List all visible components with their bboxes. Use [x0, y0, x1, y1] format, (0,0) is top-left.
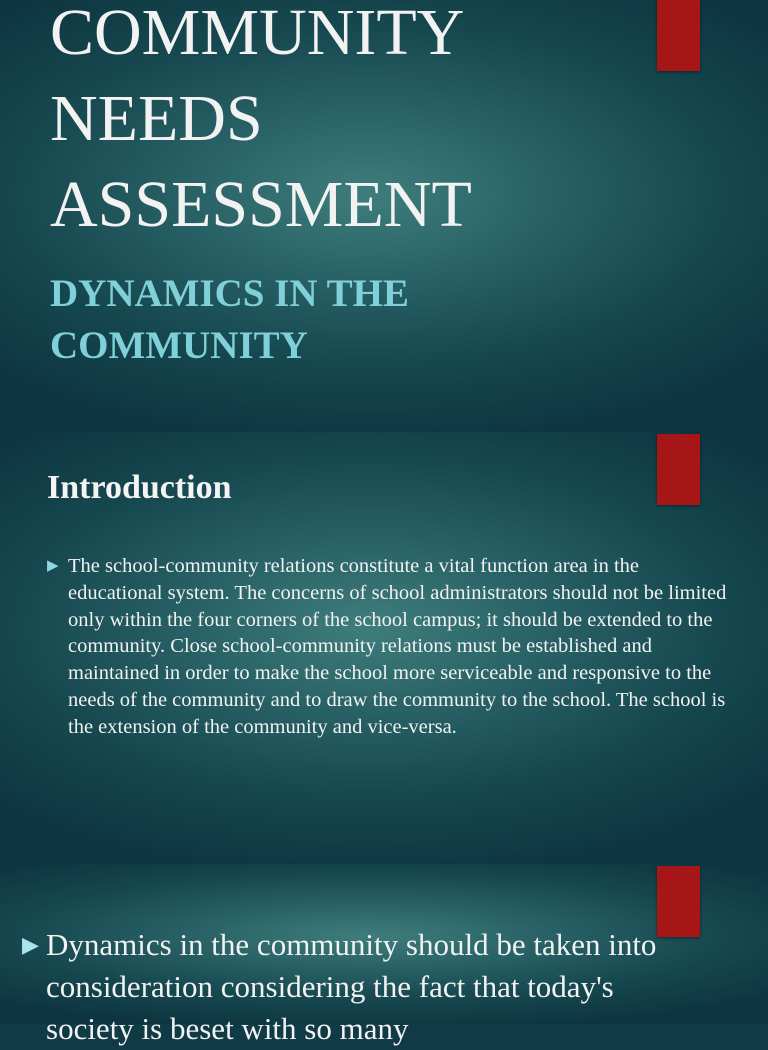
bullet-text: The school-community relations constitute a vital function area in the educational system. The concerns of school administrators should not be limited only within the four corners of the school campus; it should be extended to the community. Close school-community relations must be established and maintained in order to make the school more serviceable and responsive to the needs of the community and to draw the community to the school. The school is the extension of the community and vice-versa. [68, 555, 727, 738]
slide-introduction [0, 432, 768, 864]
subtitle-line: COMMUNITY [50, 324, 308, 367]
bullet-text: Dynamics in the community should be taken into consideration considering the fact that today's society is beset with so many [46, 927, 657, 1046]
subtitle-line: DYNAMICS IN THE [50, 272, 409, 315]
slide-title [0, 0, 768, 432]
bullet-item [22, 924, 682, 1050]
triangle-bullet-icon: ▶ [22, 932, 39, 957]
triangle-bullet-icon: ▶ [47, 558, 59, 574]
section-heading: Introduction [47, 469, 232, 506]
title-line: ASSESSMENT [50, 168, 472, 241]
bullet-item [47, 553, 737, 741]
slide-dynamics [0, 864, 768, 1046]
red-accent-bar [657, 0, 700, 71]
slide-subtitle [50, 268, 409, 372]
title-line: NEEDS [50, 82, 263, 155]
title-line: COMMUNITY [50, 0, 465, 69]
slide-title-heading [50, 0, 472, 248]
red-accent-bar [657, 434, 700, 505]
